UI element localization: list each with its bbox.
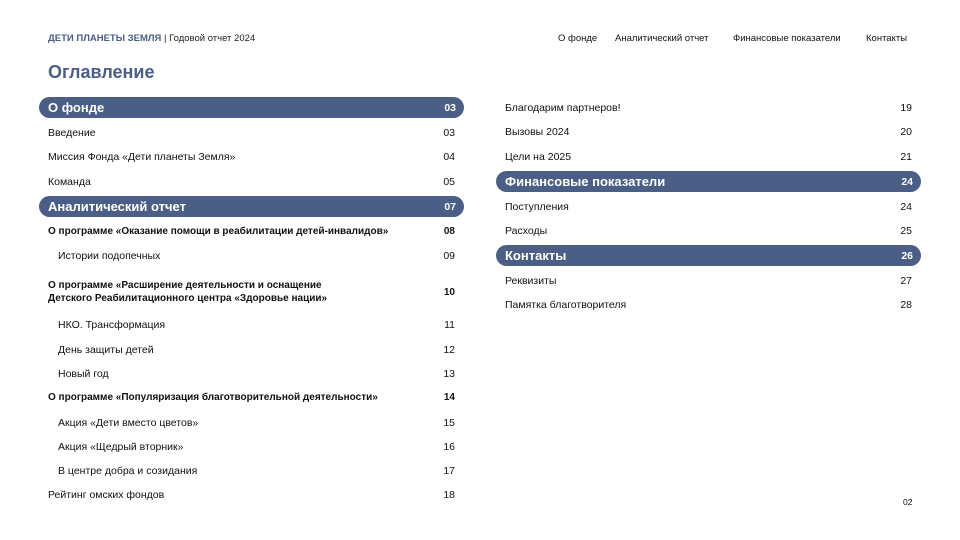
toc-item-income[interactable] xyxy=(505,199,912,214)
toc-section-finance[interactable] xyxy=(496,171,921,192)
nav-link-contacts[interactable]: Контакты xyxy=(866,33,908,44)
toc-item-page: 13 xyxy=(443,367,455,380)
nav-link-about[interactable]: О фонде xyxy=(558,33,598,44)
toc-item-label: О программе «Популяризация благотворительной деятельности» xyxy=(48,392,378,403)
toc-item-label: Поступления xyxy=(505,200,569,213)
toc-item-label: НКО. Трансформация xyxy=(58,318,166,331)
toc-item-page: 03 xyxy=(443,126,455,139)
toc-item-rating[interactable] xyxy=(48,487,455,502)
section-label: Контакты xyxy=(505,248,567,263)
toc-item-partners[interactable] xyxy=(505,100,912,115)
header-separator: | xyxy=(161,33,170,44)
toc-item-page: 21 xyxy=(900,150,912,163)
toc-item-page: 11 xyxy=(444,318,455,331)
toc-item-label: Реквизиты xyxy=(505,274,557,287)
nav-link-analytics[interactable]: Аналитический отчет xyxy=(615,33,709,44)
toc-item-page: 09 xyxy=(443,249,455,262)
section-page: 03 xyxy=(444,101,456,114)
toc-item-page: 15 xyxy=(443,416,455,429)
toc-item-giving-tuesday[interactable] xyxy=(48,439,455,454)
toc-item-kids-instead-flowers[interactable] xyxy=(48,415,455,430)
toc-item-page: 20 xyxy=(900,125,912,138)
report-header xyxy=(48,33,255,44)
toc-item-label-line: Детского Реабилитационного центра «Здоровье нации» xyxy=(48,293,328,304)
toc-item-center-program[interactable] xyxy=(48,278,455,306)
toc-item-page: 24 xyxy=(900,200,912,213)
toc-item-page: 17 xyxy=(443,464,455,477)
section-label: Аналитический отчет xyxy=(48,199,186,214)
toc-item-page: 18 xyxy=(443,488,455,501)
toc-item-expenses[interactable] xyxy=(505,223,912,238)
toc-section-contacts[interactable] xyxy=(496,245,921,266)
toc-section-analytics[interactable] xyxy=(39,196,464,217)
toc-item-label: Истории подопечных xyxy=(58,249,161,262)
toc-item-nko[interactable] xyxy=(48,317,455,332)
toc-item-page: 04 xyxy=(443,150,455,163)
page-number: 02 xyxy=(903,497,913,507)
toc-item-label: Вызовы 2024 xyxy=(505,125,570,138)
toc-item-rehab-program[interactable] xyxy=(48,224,455,239)
toc-item-label: В центре добра и созидания xyxy=(58,464,198,477)
toc-item-label: Акция «Дети вместо цветов» xyxy=(58,416,199,429)
toc-item-label: Акция «Щедрый вторник» xyxy=(58,440,184,453)
toc-item-page: 08 xyxy=(443,226,455,237)
toc-item-page: 27 xyxy=(900,274,912,287)
toc-item-requisites[interactable] xyxy=(505,273,912,288)
toc-item-label-line: О программе «Расширение деятельности и оснащение xyxy=(48,280,322,291)
page-title: Оглавление xyxy=(48,62,155,82)
toc-item-label: Благодарим партнеров! xyxy=(505,101,621,114)
toc-item-label: Памятка благотворителя xyxy=(505,298,627,311)
toc-item-childrens-day[interactable] xyxy=(48,342,455,357)
toc-item-page: 10 xyxy=(443,286,455,298)
toc-item-label xyxy=(48,279,435,305)
toc-item-label: Миссия Фонда «Дети планеты Земля» xyxy=(48,150,236,163)
report-name: Годовой отчет 2024 xyxy=(169,33,256,44)
toc-item-label: Рейтинг омских фондов xyxy=(48,488,165,501)
section-label: Финансовые показатели xyxy=(505,174,666,189)
section-page: 07 xyxy=(444,200,456,213)
brand-name: ДЕТИ ПЛАНЕТЫ ЗЕМЛЯ xyxy=(48,33,162,44)
toc-item-intro[interactable] xyxy=(48,125,455,140)
toc-item-page: 25 xyxy=(900,224,912,237)
toc-item-label: Новый год xyxy=(58,367,109,380)
toc-item-page: 19 xyxy=(900,101,912,114)
toc-item-team[interactable] xyxy=(48,174,455,189)
toc-item-label: Введение xyxy=(48,126,96,139)
toc-item-label: День защиты детей xyxy=(58,343,154,356)
toc-item-page: 14 xyxy=(443,392,455,403)
toc-item-page: 12 xyxy=(443,343,455,356)
toc-item-label: Цели на 2025 xyxy=(505,150,572,163)
toc-item-new-year[interactable] xyxy=(48,366,455,381)
toc-item-page: 05 xyxy=(443,175,455,188)
section-label: О фонде xyxy=(48,100,105,115)
toc-item-charity-program[interactable] xyxy=(48,390,455,405)
toc-item-center-of-good[interactable] xyxy=(48,463,455,478)
section-page: 26 xyxy=(901,249,913,262)
section-page: 24 xyxy=(901,175,913,188)
toc-section-about[interactable] xyxy=(39,97,464,118)
nav-link-finance[interactable]: Финансовые показатели xyxy=(733,33,841,44)
toc-item-page: 16 xyxy=(443,440,455,453)
toc-item-challenges[interactable] xyxy=(505,124,912,139)
toc-item-donor-memo[interactable] xyxy=(505,297,912,312)
toc-item-mission[interactable] xyxy=(48,149,455,164)
toc-item-label: Расходы xyxy=(505,224,548,237)
toc-item-page: 28 xyxy=(900,298,912,311)
toc-item-label: Команда xyxy=(48,175,91,188)
toc-item-goals[interactable] xyxy=(505,149,912,164)
toc-item-label: О программе «Оказание помощи в реабилитации детей-инвалидов» xyxy=(48,226,389,237)
toc-item-stories[interactable] xyxy=(48,248,455,263)
